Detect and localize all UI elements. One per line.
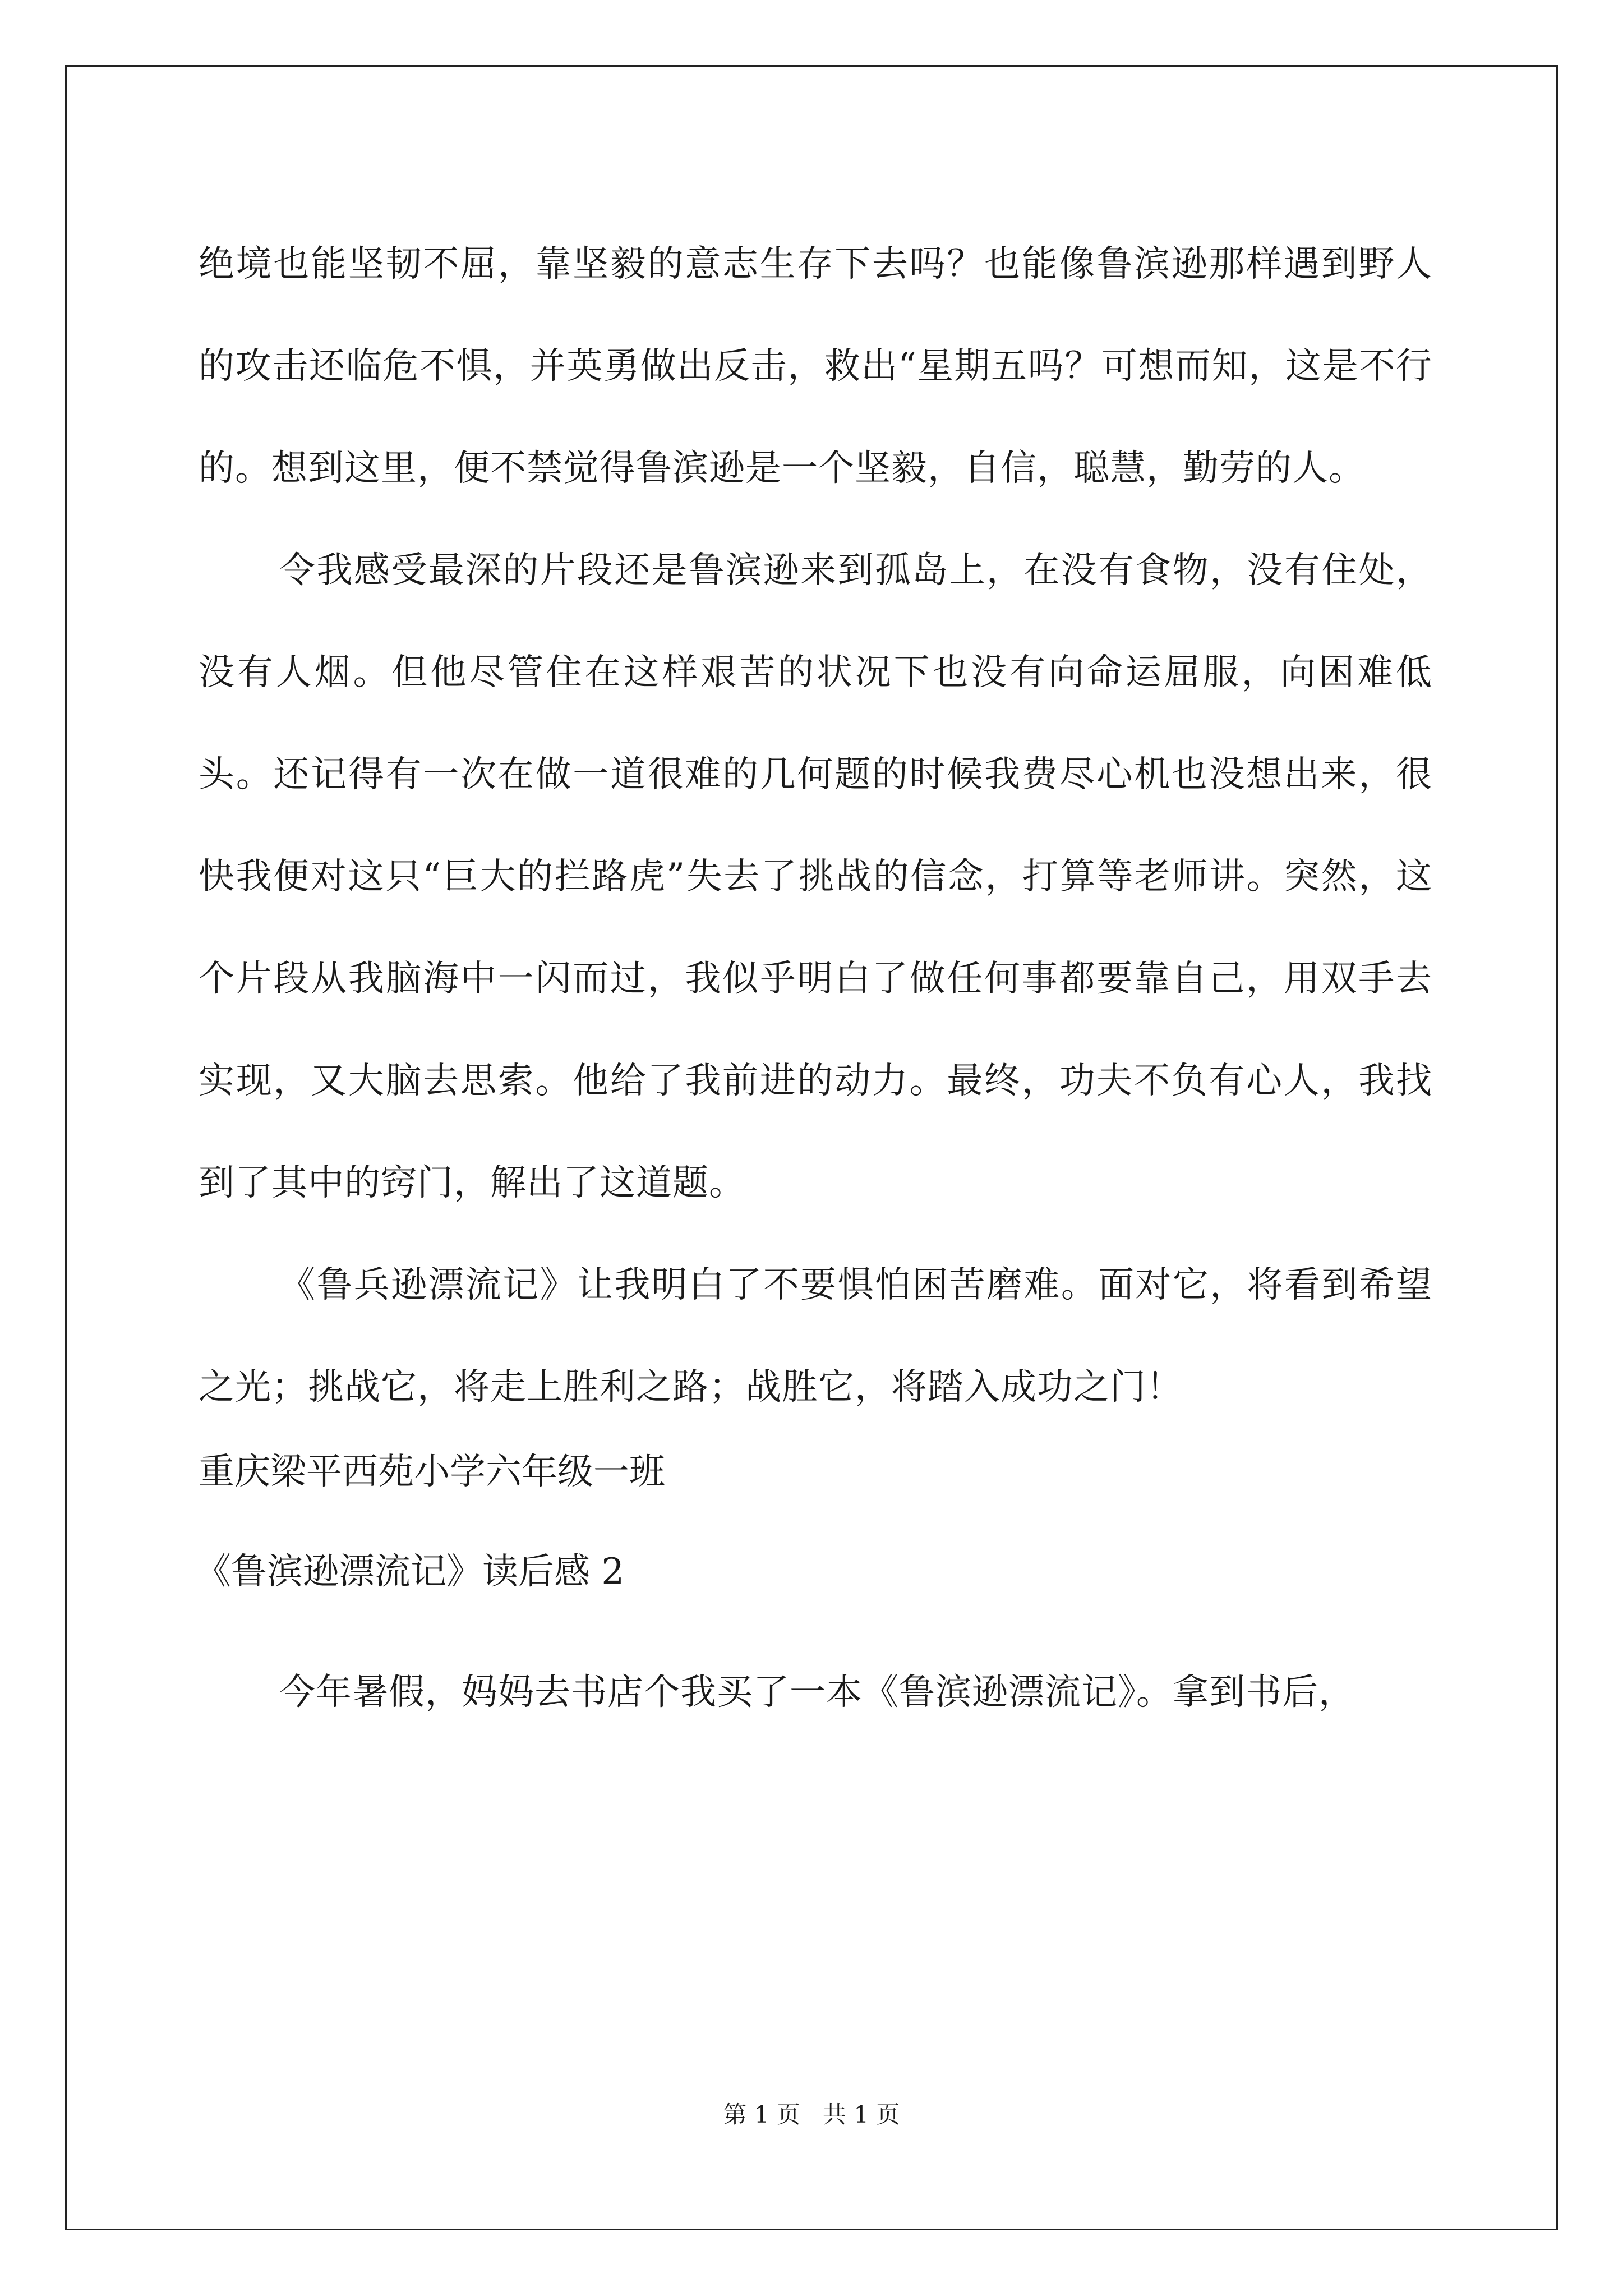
signature-line: 重庆梁平西苑小学六年级一班 bbox=[199, 1451, 665, 1493]
paragraph-4: 今年暑假，妈妈去书店个我买了一本《鲁滨逊漂流记》。拿到书后， bbox=[279, 1672, 1355, 1713]
paragraph-1: 绝境也能坚韧不屈，靠坚毅的意志生存下去吗？也能像鲁滨逊那样遇到野人的攻击还临危不惧，并英勇做出反击，救出“星期五吗？可想而知，这是不行的。想到这里，便不禁觉得鲁滨逊是一个坚毅，自信，聪慧，勤劳的人。 bbox=[199, 243, 1432, 489]
section-heading: 《鲁滨逊漂流记》读后感 2 bbox=[195, 1551, 625, 1593]
paragraph-2: 令我感受最深的片段还是鲁滨逊来到孤岛上，在没有食物，没有住处，没有人烟。但他尽管住在这样艰苦的状况下也没有向命运屈服，向困难低头。还记得有一次在做一道很难的几何题的时候我费尽心机也没想出来，很快我便对这只“巨大的拦路虎”失去了挑战的信念，打算等老师讲。突然，这个片段从我脑海中一闪而过，我似乎明白了做任何事都要靠自己，用双手去实现，又大脑去思索。他给了我前进的动力。最终，功夫不负有心人，我找到了其中的窍门，解出了这道题。 bbox=[199, 550, 1432, 1204]
paragraph-3: 《鲁兵逊漂流记》让我明白了不要惧怕困苦磨难。面对它，将看到希望之光；挑战它，将走上胜利之路；战胜它，将踏入成功之门！ bbox=[199, 1264, 1432, 1408]
page-number-footer: 第 1 页 共 1 页 bbox=[723, 2101, 900, 2128]
document-body bbox=[195, 213, 1432, 1743]
